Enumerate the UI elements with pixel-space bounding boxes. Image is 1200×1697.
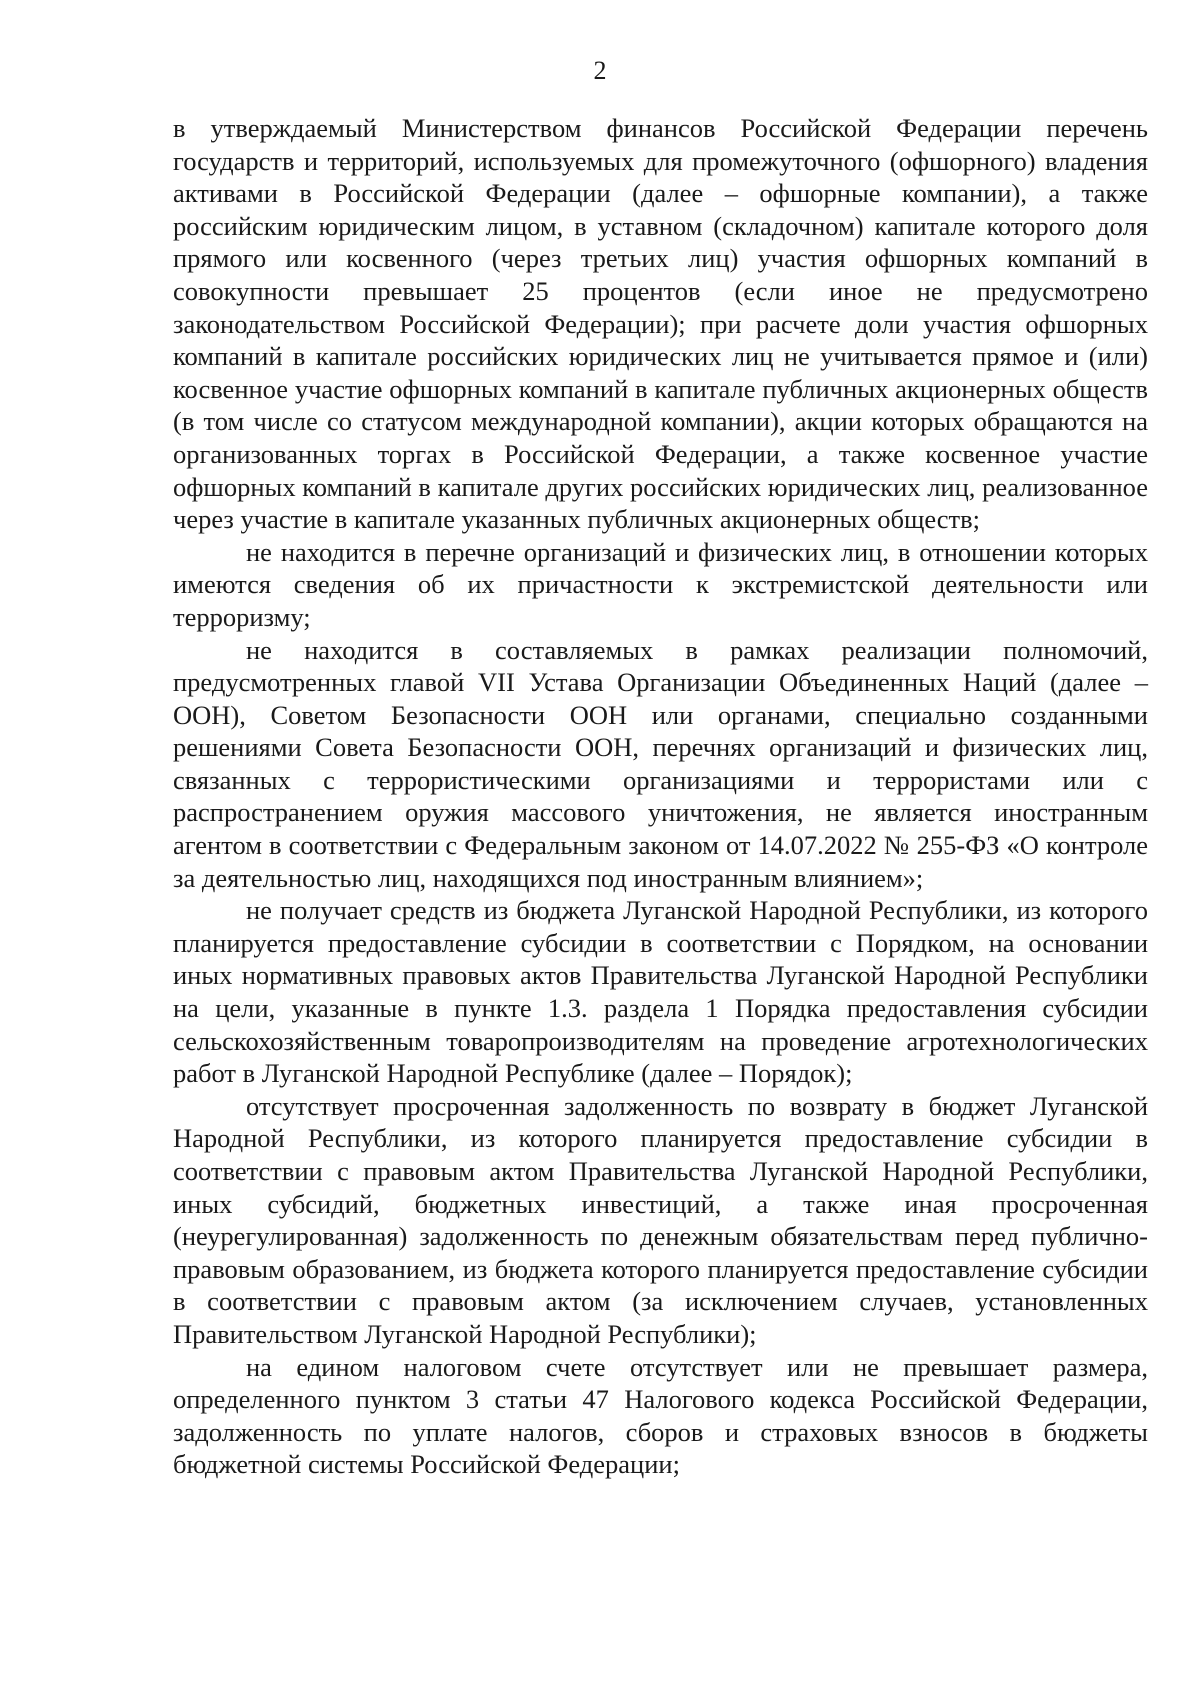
- paragraph-no-budget-funds: не получает средств из бюджета Луганской Народной Республики, из которого планируется предоставление субсидии в соответствии с Порядком, на основании иных нормативных правовых актов Правительства Луганской Народной Республики на цели, указанные в пункте 1.3. раздела 1 Порядка предоставления субсидии сельскохозяйственным товаропроизводителям на проведение агротехнологических работ в Луганской Народной Республике (далее – Порядок);: [173, 895, 1148, 1089]
- paragraph-offshore-companies: в утверждаемый Министерством финансов Российской Федерации перечень государств и территорий, используемых для промежуточного (офшорного) владения активами в Российской Федерации (далее – офшорные компании), а также российским юридическим лицом, в уставном (складочном) капитале которого доля прямого или косвенного (через третьих лиц) участия офшорных компаний в совокупности превышает 25 процентов (если иное не предусмотрено законодательством Российской Федерации); при расчете доли участия офшорных компаний в капитале российских юридических лиц не учитывается прямое и (или) косвенное участие офшорных компаний в капитале публичных акционерных обществ (в том числе со статусом международной компании), акции которых обращаются на организованных торгах в Российской Федерации, а также косвенное участие офшорных компаний в капитале других российских юридических лиц, реализованное через участие в капитале указанных публичных акционерных обществ;: [173, 113, 1148, 535]
- paragraph-no-overdue-debt: отсутствует просроченная задолженность по возврату в бюджет Луганской Народной Республики, из которого планируется предоставление субсидии в соответствии с правовым актом Правительства Луганской Народной Республики, иных субсидий, бюджетных инвестиций, а также иная просроченная (неурегулированная) задолженность по денежным обязательствам перед публично-правовым образованием, из бюджета которого планируется предоставление субсидии в соответствии с правовым актом (за исключением случаев, установленных Правительством Луганской Народной Республики);: [173, 1090, 1148, 1349]
- paragraph-extremism-list: не находится в перечне организаций и физических лиц, в отношении которых имеются сведения об их причастности к экстремистской деятельности или терроризму;: [173, 536, 1148, 632]
- document-body: [173, 112, 1148, 1481]
- paragraph-tax-account: на едином налоговом счете отсутствует или не превышает размера, определенного пунктом 3 статьи 47 Налогового кодекса Российской Федерации, задолженность по уплате налогов, сборов и страховых взносов в бюджеты бюджетной системы Российской Федерации;: [173, 1351, 1148, 1480]
- page-number: 2: [593, 56, 607, 85]
- paragraph-un-sanctions-list: не находится в составляемых в рамках реализации полномочий, предусмотренных главой VII Устава Организации Объединенных Наций (далее – ООН), Советом Безопасности ООН или органами, специально созданными решениями Совета Безопасности ООН, перечнях организаций и физических лиц, связанных с террористическими организациями и террористами или с распространением оружия массового уничтожения, не является иностранным агентом в соответствии с Федеральным законом от 14.07.2022 № 255-ФЗ «О контроле за деятельностью лиц, находящихся под иностранным влиянием»;: [173, 634, 1148, 893]
